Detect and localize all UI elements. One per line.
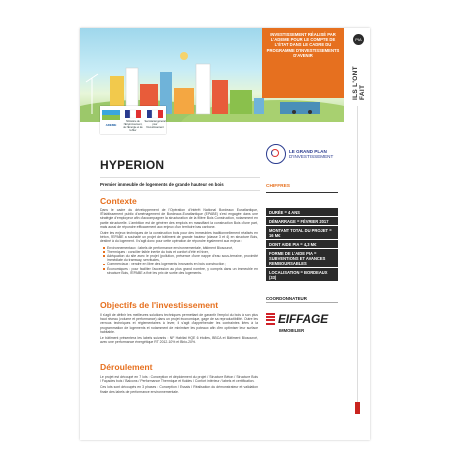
fact-total-amount: MONTANT TOTAL DU PROJET = 16 M€ [266,226,338,239]
ministry-label: Ministère de l'Environnement, de l'Énergie et de la Mer [123,120,143,132]
grand-plan-text [289,149,333,159]
coordinator-name: EIFFAGE [278,312,328,326]
eiffage-mark-icon [266,313,276,325]
grand-plan-logo [266,141,336,167]
ademe-logo [100,109,122,131]
objectifs-paragraph-2: Le bâtiment présentera les labels suivants : NF Habitat HQE 6 étoiles, BBCA et Bâtiment Biosourcé, avec une performance énergétique RT 2012-10% et Bbio-20%. [100,336,258,345]
section-body-contexte [100,208,258,277]
facts-label: CHIFFRES [266,184,290,189]
contexte-paragraph-1: Dans le cadre du développement de l'Opération d'Intérêt National Bordeaux Euratlantique, l'Établissement public d'aménagement de Bordeaux-Euratlantique (EPABE) s'est engagée dans une stratégie d'employeur afin d'accompagner la structuration de la filière Bois Construction, notamment en partie structurelle. L'ambition est de générer des emplois en massifiant la construction Bois d'une part, mais aussi de répondre efficacement aux enjeux d'un territoire bas carbone. [100,208,258,229]
coordinator-sub: IMMOBILIER [279,328,305,333]
fact-duration: DURÉE = 4 ANS [266,208,338,216]
subtitle-divider [100,190,260,191]
section-body-deroulement [100,375,258,396]
investment-banner: INVESTISSEMENT RÉALISÉ PAR L'ADEME POUR LE COMPTE DE L'ÉTAT DANS LE CADRE DU PROGRAMME D'INVESTISSEMENTS D'AVENIR [262,28,344,98]
section-heading-objectifs: Objectifs de l'investissement [100,300,219,310]
sgpi-logo [144,109,166,131]
coordinator-divider [266,302,338,303]
grand-plan-emblem-icon [266,144,286,164]
eiffage-logo [266,310,338,336]
fact-location: LOCALISATION = BORDEAUX (33) [266,268,338,281]
tab-divider [357,106,358,406]
list-item: Adéquation du site avec le projet (pollution, présence d'une nappe d'eau sous-terraine, proximité immédiate du tramway, servitudes, [104,254,258,262]
grand-plan-line1: LE GRAND PLAN [289,148,327,154]
grand-plan-line2: D'INVESTISSEMENT [289,154,334,159]
deroulement-paragraph-2: Ces lots sont découpés en 3 phases : Conception / Essais / Réalisation du démonstrateur et validation finale des labels de performance environnementale. [100,385,258,394]
document-page [80,28,370,440]
pia-badge-icon: PIA [353,34,364,45]
list-item: Environnementaux : labels de performance environnementale, bâtiment Biosourcé, [104,246,258,250]
ademe-label: ADEME [105,123,117,127]
list-item: Économiques : pour faciliter l'accession au plus grand nombre, y compris dans un immeuble en structure Bois, l'EPABE a fixé les prix de sortie des logements. [104,267,258,275]
contexte-bullet-list [100,246,258,275]
page-subtitle: Premier immeuble de logements de grande hauteur en bois [100,182,224,187]
sgpi-label: Secrétariat général pour l'investissement [144,120,166,129]
ademe-emblem-icon [100,109,122,123]
fact-pia-aid: DONT AIDE PIA = 4,3 M€ [266,240,338,248]
sidebar-tab [346,28,370,440]
title-divider [100,177,260,178]
tab-marker [355,402,360,414]
partner-logos [100,106,166,134]
section-body-objectifs [100,313,258,346]
tab-label: ILS L'ONT FAIT [352,66,366,100]
objectifs-paragraph-1: Il s'agit de définir les meilleures solutions techniques permettant de garantir l'emploi du bois à son plus haut niveau (volume et performance) dans un projet économique, gage de sa reproductibilité. Outre les verrous techniques et réglementaires à lever, il s'agit d'appréhender les contraintes liées à la programmation de logements et notamment de minimiser les poteaux afin d'en optimiser leur surface habitable. [100,313,258,334]
contexte-paragraph-2: Outre les enjeux techniques de la construction bois pour des immeubles traditionnellement réalisés en béton, l'EPABE a souhaité un projet de bâtiment de grande hauteur (classe 3 et 4) en structure Bois, destiné à du logement. Il s'agit donc pour cette opération de répondre également aux enjeux : [100,231,258,244]
ministry-logo [122,109,144,131]
marianne-icon-2 [144,109,166,119]
fact-aid-form: FORME DE L'AIDE PIA = SUBVENTIONS ET AVANCES REMBOURSABLES [266,249,338,267]
coordinator-label: COORDONNATEUR [266,296,307,301]
page-title: HYPERION [100,158,165,172]
list-item: Thermiques : concilier faible inertie du bois et confort d'été et hiver, [104,250,258,254]
facts-divider [266,192,338,193]
list-item: Commerciaux : vendre en libre des logements innovants en bois construction ; [104,262,258,266]
section-heading-contexte: Contexte [100,196,137,206]
marianne-icon [122,109,144,119]
deroulement-paragraph-1: Le projet est découpé en 7 lots : Conception et déploiement du projet / Structure Béton / Structure Bois / Façades bois / Balcons / Performance Thermique et fluides / Confort intérieur / labels et certification. [100,375,258,384]
section-heading-deroulement: Déroulement [100,362,153,372]
fact-start: DÉMARRAGE = FÉVRIER 2017 [266,217,338,225]
